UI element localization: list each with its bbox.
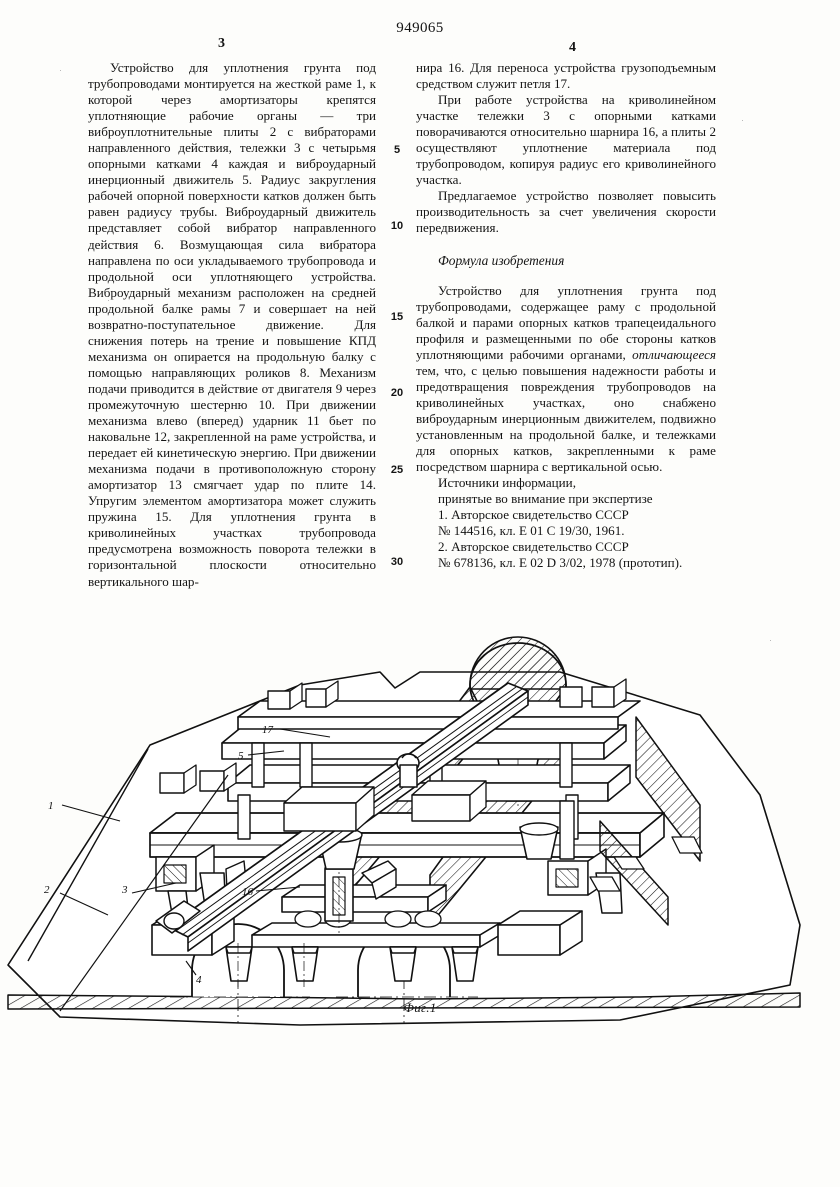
line-number-20: 20 bbox=[390, 387, 404, 399]
right-text-column bbox=[416, 60, 716, 571]
patent-number: 949065 bbox=[396, 20, 444, 36]
column-number-right: 4 bbox=[569, 40, 576, 55]
scan-speck bbox=[770, 640, 771, 641]
scan-speck bbox=[742, 120, 743, 121]
figure-1 bbox=[0, 625, 840, 1045]
right-paragraph-2: При работе устройства на криволинейном участке тележки 3 с опорными катками поворачиваются относительно шарнира 16, а плиты 2 осуществляют уплотнение материала под трубопроводом, копируя радиус его криволинейного участка. bbox=[416, 92, 716, 188]
column-number-left: 3 bbox=[218, 36, 225, 51]
claim-part-2: тем, что, с целью повышения надежности работы и предотвращения повреждения трубопроводов на криволинейных участках, оно снабжено виброударным инерционным движителем, подвижно установленным на продольной балке, и тележками для опорных катков, закрепленными к раме посредством шарнира с вертикальной осью. bbox=[416, 362, 716, 475]
right-paragraph-1: нира 16. Для переноса устройства грузоподъемным средством служит петля 17. bbox=[416, 60, 716, 92]
callout-3: 3 bbox=[122, 884, 128, 896]
callout-17: 17 bbox=[262, 724, 273, 736]
line-number-10: 10 bbox=[390, 220, 404, 232]
sources-heading-line-2: принятые во внимание при экспертизе bbox=[438, 491, 653, 507]
claims-heading: Формула изобретения bbox=[438, 252, 565, 268]
figure-caption: Фиг.1 bbox=[403, 1000, 437, 1015]
left-text-column bbox=[88, 60, 376, 590]
scan-speck bbox=[60, 70, 61, 71]
figure-1-drawing bbox=[0, 625, 840, 1045]
claim-part-1: Устройство для уплотнения грунта под трубопроводами, содержащее раму с продольной балкой и парами опорных катков трапецеидального профиля и размещенными по обе стороны катков уплотняющими рабочими органами, bbox=[416, 282, 716, 362]
scan-speck bbox=[108, 300, 109, 301]
left-column-paragraph: Устройство для уплотнения грунта под трубопроводами монтируется на жесткой раме 1, к которой через амортизаторы крепятся уплотняющие рабочие органы — три виброуплотнительные плиты 2 с вибраторами направленного действия, тележки 3 с четырьмя опорными катками 4 каждая и виброударный инерционный движитель 5. Радиус закругления рабочей опорной поверхности катков должен быть равен радиусу трубы. Виброударный движитель представляет собой вибратор направленного действия 6. Возмущающая сила вибратора направлена по оси укладываемого трубопровода и продольной оси уплотняющего устройства. Виброударный механизм расположен на средней продольной балке рамы 7 и совершает на ней возвратно-поступательное движение. Для снижения потерь на трение и повышение КПД механизма он опирается на продольную балку с помощью направляющих роликов 8. Механизм подачи приводится в действие от двигателя 9 через промежуточную шестерню 10. При движении механизма влево (вперед) ударник 11 бьет по наковальне 12, закрепленной на раме устройства, и передает ей кинетическую энергию. При движении механизма подачи в противоположную сторону амортизатор 13 смягчает удар по плите 14. Упругим элементом амортизатора может служить пружина 15. Для уплотнения грунта в криволинейных участках трубопровода предусмотрена возможность поворота тележки в горизонтальной плоскости относительно вертикального шар- bbox=[88, 60, 376, 589]
callout-16: 16 bbox=[242, 886, 253, 898]
reference-1-line-2: № 144516, кл. Е 01 С 19/30, 1961. bbox=[438, 523, 625, 539]
line-number-25: 25 bbox=[390, 464, 404, 476]
line-number-30: 30 bbox=[390, 556, 404, 568]
callout-5: 5 bbox=[238, 750, 244, 762]
reference-1-line-1: 1. Авторское свидетельство СССР bbox=[438, 507, 629, 523]
inner-roller-right-2 bbox=[520, 823, 558, 859]
main-frame-1 bbox=[150, 813, 664, 857]
reference-2-line-2: № 678136, кл. Е 02 D 3/02, 1978 (прототип). bbox=[438, 555, 683, 571]
line-number-15: 15 bbox=[390, 311, 404, 323]
callout-1: 1 bbox=[48, 800, 54, 812]
callout-2: 2 bbox=[44, 884, 50, 896]
right-paragraph-3: Предлагаемое устройство позволяет повысить производительность за счет увеличения скорости передвижения. bbox=[416, 188, 716, 236]
sources-heading-line-1: Источники информации, bbox=[438, 475, 576, 491]
vibro-plate-2-right bbox=[498, 911, 582, 955]
callout-4: 4 bbox=[196, 974, 202, 986]
claim-emphasis: отличающееся bbox=[632, 346, 716, 362]
lifting-loop-17 bbox=[397, 754, 419, 787]
reference-2-line-1: 2. Авторское свидетельство СССР bbox=[438, 539, 629, 555]
line-number-5: 5 bbox=[393, 144, 401, 156]
claim-text bbox=[416, 283, 716, 476]
